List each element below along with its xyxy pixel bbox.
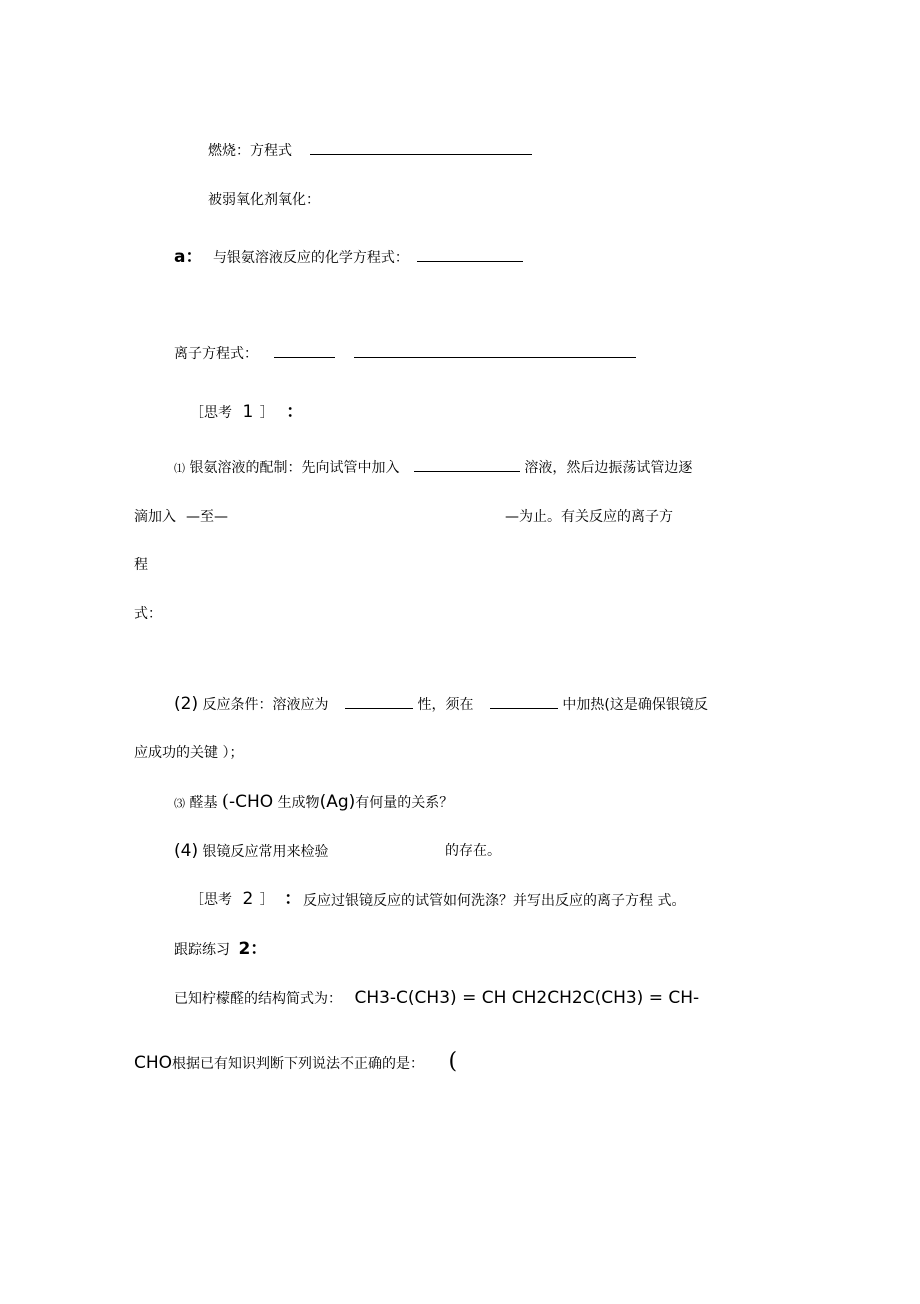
ionic-equation-line — [174, 344, 636, 364]
practice-number: 2： — [238, 939, 268, 959]
question-1-text-c: 滴加入 — [134, 509, 176, 525]
question-1-blank-1[interactable] — [414, 459, 520, 472]
question-3-text-e: 有何量的关系？ — [355, 795, 454, 811]
question-2-line-1 — [174, 694, 708, 715]
question-2-blank-1[interactable] — [345, 696, 413, 709]
citral-formula: CH3-C(CH3) = CH CH2CH2C(CH3) = CH- — [354, 988, 700, 1008]
question-2-text-b: 性，须在 — [417, 697, 474, 713]
question-3-text-b: -CHO — [228, 792, 274, 812]
question-3-line — [174, 792, 453, 814]
burn-line — [208, 141, 532, 161]
question-2-text-c: 中加热(这是确保银镜反 — [562, 697, 708, 713]
question-3-text-a: 醛基 — [189, 795, 218, 811]
think-1-close: ］ — [259, 405, 274, 421]
ionic-equation-label: 离子方程式： — [174, 346, 258, 362]
think-2-number: 2 — [242, 889, 254, 909]
question-3-number: ⑶ — [174, 797, 185, 810]
burn-answer-blank[interactable] — [310, 142, 532, 155]
think-2-text: 反应过银镜反应的试管如何洗涤？并写出反应的离子方程 式。 — [303, 893, 686, 909]
practice-label: 跟踪练习 — [174, 942, 230, 958]
think-1-heading — [190, 402, 303, 423]
question-1-text-b: 溶液，然后边振荡试管边逐 — [524, 460, 693, 476]
judge-line — [134, 1049, 458, 1074]
practice-heading — [174, 939, 267, 960]
question-2-blank-2[interactable] — [490, 696, 558, 709]
think-1-number: 1 — [242, 402, 254, 422]
question-3-text-c: 生成物 — [277, 795, 320, 811]
think-2-open: ［思考 — [190, 892, 232, 908]
question-1-number: ⑴ — [174, 462, 185, 475]
answer-open-paren: ( — [448, 1049, 458, 1074]
question-2-text-a: 反应条件：溶液应为 — [202, 697, 329, 713]
question-4-line-a — [174, 841, 329, 862]
citral-line — [174, 988, 699, 1009]
think-1-open: ［思考 — [190, 405, 232, 421]
citral-formula-end: CHO — [134, 1053, 173, 1073]
silver-ammonia-text: 与银氨溶液反应的化学方程式： — [212, 250, 409, 266]
question-2-text-d: 应成功的关键 ）； — [134, 745, 244, 761]
silver-ammonia-blank[interactable] — [417, 249, 523, 262]
judge-text: 根据已有知识判断下列说法不正确的是： — [172, 1056, 425, 1072]
question-4-text-a: 银镜反应常用来检验 — [202, 844, 329, 860]
question-1-text-g: 式： — [134, 606, 162, 622]
question-2-number: (2) — [174, 694, 199, 714]
think-1-colon: ： — [286, 402, 304, 422]
question-1-text-e: —为止。有关反应的离子方 — [505, 509, 673, 525]
burn-label: 燃烧：方程式 — [208, 143, 292, 159]
weak-oxidation-line: 被弱氧化剂氧化： — [208, 192, 320, 208]
question-4-number: (4) — [174, 841, 199, 861]
question-1-text-f: 程 — [134, 557, 148, 573]
question-3-open-paren: ( — [221, 791, 229, 812]
question-1-text-a: 银氨溶液的配制：先向试管中加入 — [189, 460, 400, 476]
question-1-line-1 — [174, 458, 692, 479]
citral-text: 已知柠檬醛的结构简式为： — [174, 991, 342, 1007]
think-2-heading — [190, 889, 301, 910]
question-4-text-b: 的存在。 — [445, 843, 501, 859]
ionic-equation-blank-1[interactable] — [274, 345, 335, 358]
think-2-close: ］ — [259, 892, 274, 908]
question-1-text-d: —至— — [186, 509, 228, 525]
question-3-text-d: (Ag) — [319, 792, 356, 812]
think-2-colon: ： — [284, 889, 302, 909]
ionic-equation-blank-2[interactable] — [354, 345, 636, 358]
silver-ammonia-line — [174, 247, 523, 268]
a-label: a： — [174, 247, 203, 267]
